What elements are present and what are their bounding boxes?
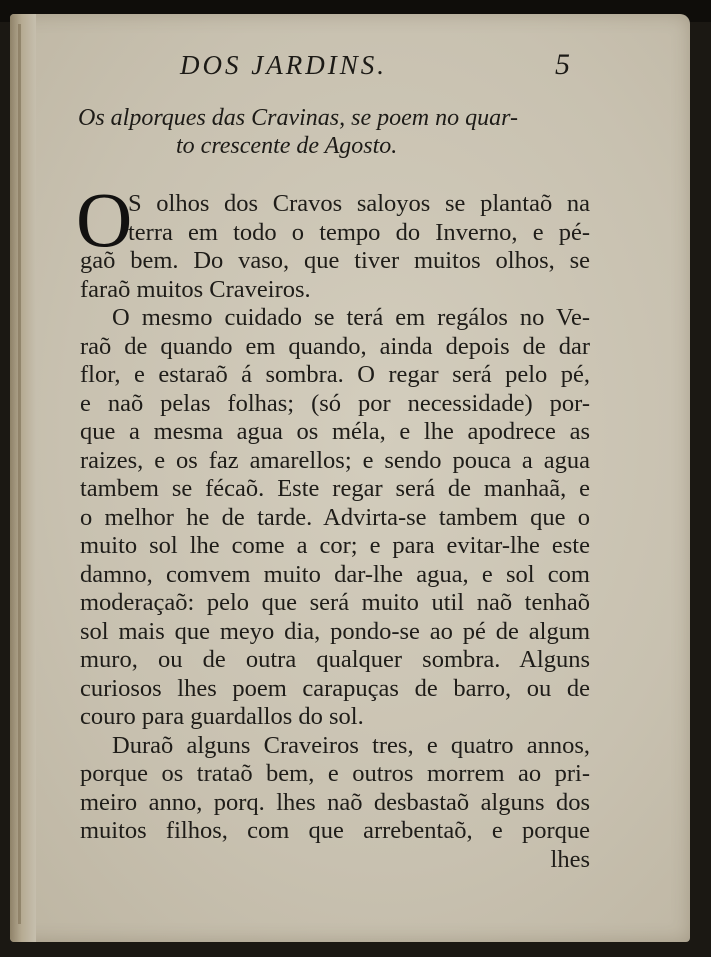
page-header xyxy=(180,50,600,86)
body-text xyxy=(80,190,590,874)
section-heading-line: Os alporques das Cravinas, se poem no quar- xyxy=(78,105,518,131)
text-line: tambem se fécaõ. Este regar será de manhaã, e xyxy=(80,475,590,502)
text-line: raizes, e os faz amarellos; e sendo pouca a agua xyxy=(80,446,590,474)
text-line: sol mais que meyo dia, pondo-se ao pé de algum xyxy=(80,617,590,645)
text-line: couro para guardallos do sol. xyxy=(80,703,364,730)
running-title: DOS JARDINS. xyxy=(180,50,387,80)
text-line: Duraõ alguns Craveiros tres, e quatro annos, xyxy=(112,731,590,759)
text-line: muitos filhos, com que arrebentaõ, e porque xyxy=(80,817,590,844)
text-line: O mesmo cuidado se terá em regálos no Ve- xyxy=(112,304,590,331)
page-number: 5 xyxy=(555,48,570,81)
text-line: muito sol lhe come a cor; e para evitar-lhe este xyxy=(80,532,590,559)
text-line: curiosos lhes poem carapuças de barro, ou de xyxy=(80,674,590,702)
text-line: raõ de quando em quando, ainda depois de dar xyxy=(80,332,590,360)
text-line: damno, comvem muito dar-lhe agua, e sol com xyxy=(80,560,590,588)
text-line: e naõ pelas folhas; (só por necessidade) por- xyxy=(80,389,590,417)
drop-cap: O xyxy=(76,176,133,263)
text-line: muro, ou de outra qualquer sombra. Alguns xyxy=(80,646,590,673)
text-line: faraõ muitos Craveiros. xyxy=(80,275,311,303)
page-gutter xyxy=(10,14,36,942)
text-line: gaõ bem. Do vaso, que tiver muitos olhos, se xyxy=(80,247,590,274)
text-line: terra em todo o tempo do Inverno, e pé- xyxy=(128,218,590,246)
section-heading xyxy=(68,104,608,160)
section-heading-line: to crescente de Agosto. xyxy=(176,133,398,159)
text-line: moderaçaõ: pelo que será muito util naõ tenhaõ xyxy=(80,589,590,616)
text-line: flor, e estaraõ á sombra. O regar será pelo pé, xyxy=(80,361,590,388)
text-line: S olhos dos Cravos saloyos se plantaõ na xyxy=(128,190,590,217)
text-line: porque os trataõ bem, e outros morrem ao pri- xyxy=(80,760,590,787)
binding-edge xyxy=(18,24,21,924)
text-line: o melhor he de tarde. Advirta-se tambem que o xyxy=(80,503,590,531)
catchword: lhes xyxy=(550,845,590,873)
text-line: meiro anno, porq. lhes naõ desbastaõ alguns dos xyxy=(80,788,590,816)
text-line: que a mesma agua os méla, e lhe apodrece as xyxy=(80,418,590,445)
